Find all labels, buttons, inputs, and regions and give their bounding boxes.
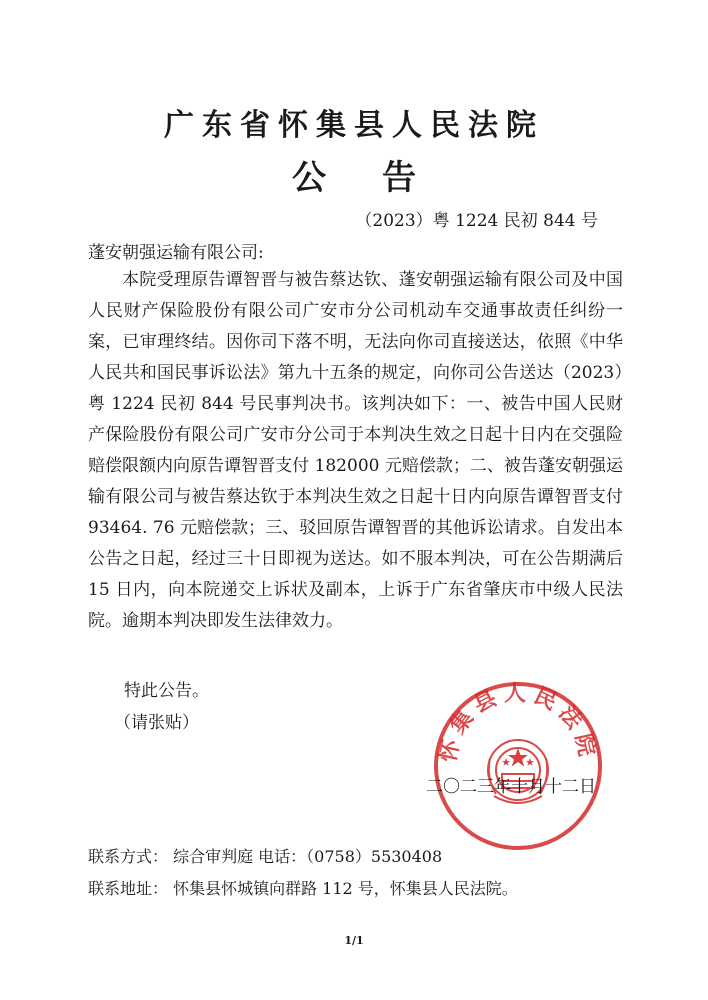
body-paragraph: 本院受理原告谭智晋与被告蔡达钦、蓬安朝强运输有限公司及中国人民财产保险股份有限公司广安市分公司机动车交通事故责任纠纷一案，已审理终结。因你司下落不明，无法向你司直接送达，依照《中华人民共和国民事诉讼法》第九十五条的规定，向你司公告送达（2023）粤 1224 民初 844 号民事判决书。该判决如下：一、被告中国人民财产保险股份有限公司广安市分公司于本判决生效之日起十日内在交强险赔偿限额内向原告谭智晋支付 182000 元赔偿款；二、被告蓬安朝强运输有限公司与被告蔡达钦于本判决生效之日起十日内向原告谭智晋支付 93464. 76 元赔偿款；三、驳回原告谭智晋的其他诉讼请求。自发出本公告之日起，经过三十日即视为送达。如不服本判决，可在公告期满后 15 日内，向本院递交上诉状及副本，上诉于广东省肇庆市中级人民法院。逾期本判决即发生法律效力。 — [88, 270, 623, 631]
contact-address: 联系地址： 怀集县怀城镇向群路 112 号，怀集县人民法院。 — [88, 879, 518, 898]
posting-note: （请张贴） — [114, 713, 199, 733]
document-title: 公告 — [292, 158, 472, 198]
contact-method: 联系方式： 综合审判庭 电话：（0758）5530408 — [88, 847, 443, 866]
case-number: （2023）粤 1224 民初 844 号 — [355, 211, 598, 231]
page-number: 1/1 — [344, 934, 364, 947]
court-title: 广东省怀集县人民法院 — [164, 108, 544, 143]
addressee: 蓬安朝强运输有限公司: — [88, 243, 264, 263]
court-seal-icon — [430, 678, 606, 854]
svg-text:怀集县人民法院: 怀集县人民法院 — [435, 681, 601, 765]
issue-date: 二〇二三年十月十二日 — [426, 777, 596, 797]
closing-statement: 特此公告。 — [124, 681, 209, 701]
